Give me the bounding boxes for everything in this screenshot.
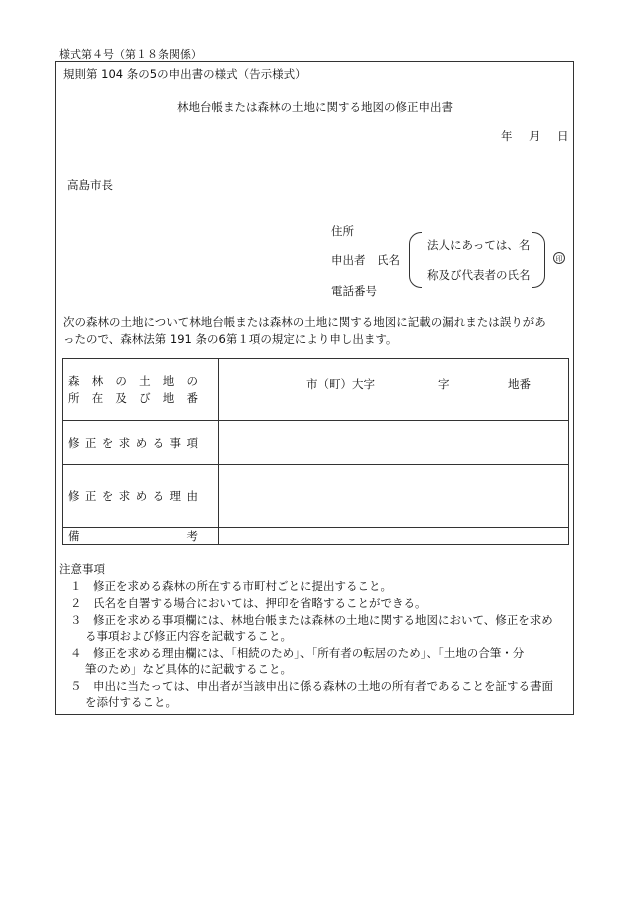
lot-number-label: 地番 <box>508 377 531 391</box>
note-item-5-cont: を添付すること。 <box>85 695 177 709</box>
note-item-4-cont: 筆のため」など具体的に記載すること。 <box>85 662 292 676</box>
note-number: ４ <box>70 646 82 660</box>
seal-mark: 印 <box>553 252 565 264</box>
label-char: 林 <box>91 373 104 388</box>
label-char: 地 <box>162 390 175 405</box>
label-char: 考 <box>186 529 198 543</box>
note-number: ３ <box>70 613 82 627</box>
label-char: 在 <box>91 390 104 405</box>
label-char: め <box>135 435 148 450</box>
label-char: 項 <box>186 435 198 450</box>
label-char: の <box>115 373 127 388</box>
date-month-label: 月 <box>529 129 541 143</box>
location-label-line1 <box>68 373 198 390</box>
label-char: 及 <box>115 390 127 405</box>
note-number: １ <box>70 579 82 593</box>
label-char: 正 <box>84 435 97 450</box>
remarks-value-cell[interactable] <box>219 528 569 545</box>
rule-header: 規則第 104 条の5の申出書の様式（告示様式） <box>63 67 307 81</box>
label-char: 所 <box>68 390 80 405</box>
note-text: 申出に当たっては、申出者が当該申出に係る森林の土地の所有者であることを証する書面 <box>93 679 553 693</box>
forest-info-table <box>62 358 569 545</box>
label-char: 修 <box>68 489 80 503</box>
label-char: 正 <box>84 489 97 503</box>
table-row-location <box>63 359 569 421</box>
right-bracket <box>532 232 545 288</box>
label-char: 求 <box>118 435 131 450</box>
aza-label: 字 <box>438 377 450 391</box>
left-bracket <box>409 232 422 288</box>
reason-label-cell <box>63 465 219 528</box>
label-char: 理 <box>169 489 182 503</box>
label-char: め <box>135 489 148 503</box>
label-char: る <box>152 489 165 503</box>
note-text: 修正を求める理由欄には、「相続のため」、「所有者の転居のため」、「土地の合筆・分 <box>93 646 525 660</box>
items-label-cell <box>63 421 219 465</box>
label-char: び <box>139 390 151 405</box>
label-char: を <box>101 435 114 450</box>
note-item-4 <box>70 645 524 661</box>
note-text: 修正を求める事項欄には、林地台帳または森林の土地に関する地図において、修正を求め <box>93 613 553 627</box>
note-number: ５ <box>70 679 82 693</box>
date-year-label: 年 <box>501 129 513 143</box>
items-value-cell[interactable] <box>219 421 569 465</box>
note-item-5 <box>70 678 553 694</box>
reason-value-cell[interactable] <box>219 465 569 528</box>
label-char: 求 <box>118 489 131 503</box>
label-char: 備 <box>68 529 80 543</box>
address-label: 住所 <box>331 224 354 238</box>
label-char: 修 <box>68 435 80 450</box>
form-number-label: 様式第４号（第１８条関係） <box>59 48 202 61</box>
note-text: 氏名を自署する場合においては、押印を省略することができる。 <box>93 596 427 610</box>
remarks-label-cell <box>63 528 219 545</box>
note-number: ２ <box>70 596 82 610</box>
body-text-line1: 次の森林の土地について林地台帳または森林の土地に関する地図に記載の漏れまたは誤りがあ <box>63 315 546 329</box>
table-row-items <box>63 421 569 465</box>
label-char: 土 <box>139 373 151 388</box>
body-text-line2: ったので、森林法第 191 条の6第１項の規定により申し出ます。 <box>63 332 398 346</box>
notes-heading: 注意事項 <box>59 562 105 576</box>
table-row-remarks <box>63 528 569 545</box>
corporate-note-line2: 称及び代表者の氏名 <box>427 268 531 282</box>
note-item-3 <box>70 612 553 628</box>
phone-label: 電話番号 <box>331 284 377 298</box>
label-char: 由 <box>186 489 198 503</box>
location-value-cell[interactable] <box>219 359 569 421</box>
corporate-note-line1: 法人にあっては、名 <box>427 238 531 252</box>
table-row-reason <box>63 465 569 528</box>
date-day-label: 日 <box>557 129 569 143</box>
location-label-cell <box>63 359 219 421</box>
label-char: を <box>101 489 114 503</box>
applicant-name-label: 申出者 氏名 <box>331 253 400 267</box>
label-char: 番 <box>186 390 198 405</box>
label-char: の <box>186 373 198 388</box>
label-char: 地 <box>162 373 175 388</box>
label-char: る <box>152 435 165 450</box>
note-item-2 <box>70 595 427 611</box>
note-item-1 <box>70 578 392 594</box>
note-text: 修正を求める森林の所在する市町村ごとに提出すること。 <box>93 579 392 593</box>
label-char: 事 <box>169 435 182 450</box>
location-label-line2 <box>68 390 198 407</box>
recipient: 高島市長 <box>67 178 113 192</box>
city-label: 市（町）大字 <box>306 377 375 391</box>
note-item-3-cont: る事項および修正内容を記載すること。 <box>85 629 292 643</box>
label-char: 森 <box>68 373 80 388</box>
document-title: 林地台帳または森林の土地に関する地図の修正申出書 <box>177 100 453 114</box>
